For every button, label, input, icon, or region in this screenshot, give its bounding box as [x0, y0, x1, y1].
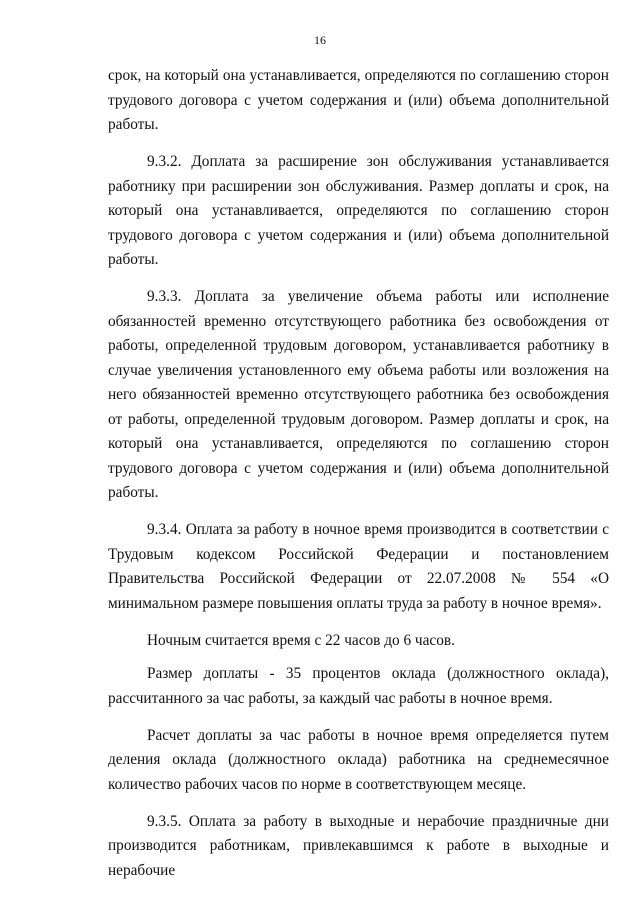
paragraph-9-3-2: 9.3.2. Доплата за расширение зон обслуживания устанавливается работнику при расширении зон обслуживания. Размер доплаты и срок, на который она устанавливается, определяются по соглашению сторон трудового договора с учетом содержания и (или) объема дополнительной работы. [108, 153, 609, 268]
document-body [108, 64, 609, 883]
page-number: 16 [314, 33, 326, 47]
paragraph-payment-size: Размер доплаты - 35 процентов оклада (должностного оклада), рассчитанного за час работы, за каждый час работы в ночное время. [108, 665, 609, 707]
paragraph-9-3-3: 9.3.3. Доплата за увеличение объема работы или исполнение обязанностей временно отсутствующего работника без освобождения от работы, определенной трудовым договором, устанавливается работнику в случае увеличения установленного ему объема работы или возложения на него обязанностей временно отсутствующего работника без освобождения от работы, определенной трудовым договором. Размер доплаты и срок, на который она устанавливается, определяются по соглашению сторон трудового договора с учетом содержания и (или) объема дополнительной работы. [108, 288, 609, 501]
paragraph-9-3-5: 9.3.5. Оплата за работу в выходные и нерабочие праздничные дни производится работникам, привлекавшимся к работе в выходные и нерабочие [108, 812, 609, 879]
paragraph-hourly-calculation: Расчет доплаты за час работы в ночное время определяется путем деления оклада (должностного оклада) работника на среднемесячное количество рабочих часов по норме в соответствующем месяце. [108, 726, 609, 793]
paragraph-continuation: срок, на который она устанавливается, определяются по соглашению сторон трудового договора с учетом содержания и (или) объема дополнительной работы. [108, 67, 609, 133]
paragraph-night-time: Ночным считается время с 22 часов до 6 часов. [147, 631, 455, 649]
paragraph-9-3-4: 9.3.4. Оплата за работу в ночное время производится в соответствии с Трудовым кодексом Российской Федерации и постановлением Правительства Российской Федерации от 22.07.2008 № 554 «О минимальном размере повышения оплаты труда за работу в ночное время». [108, 521, 609, 612]
